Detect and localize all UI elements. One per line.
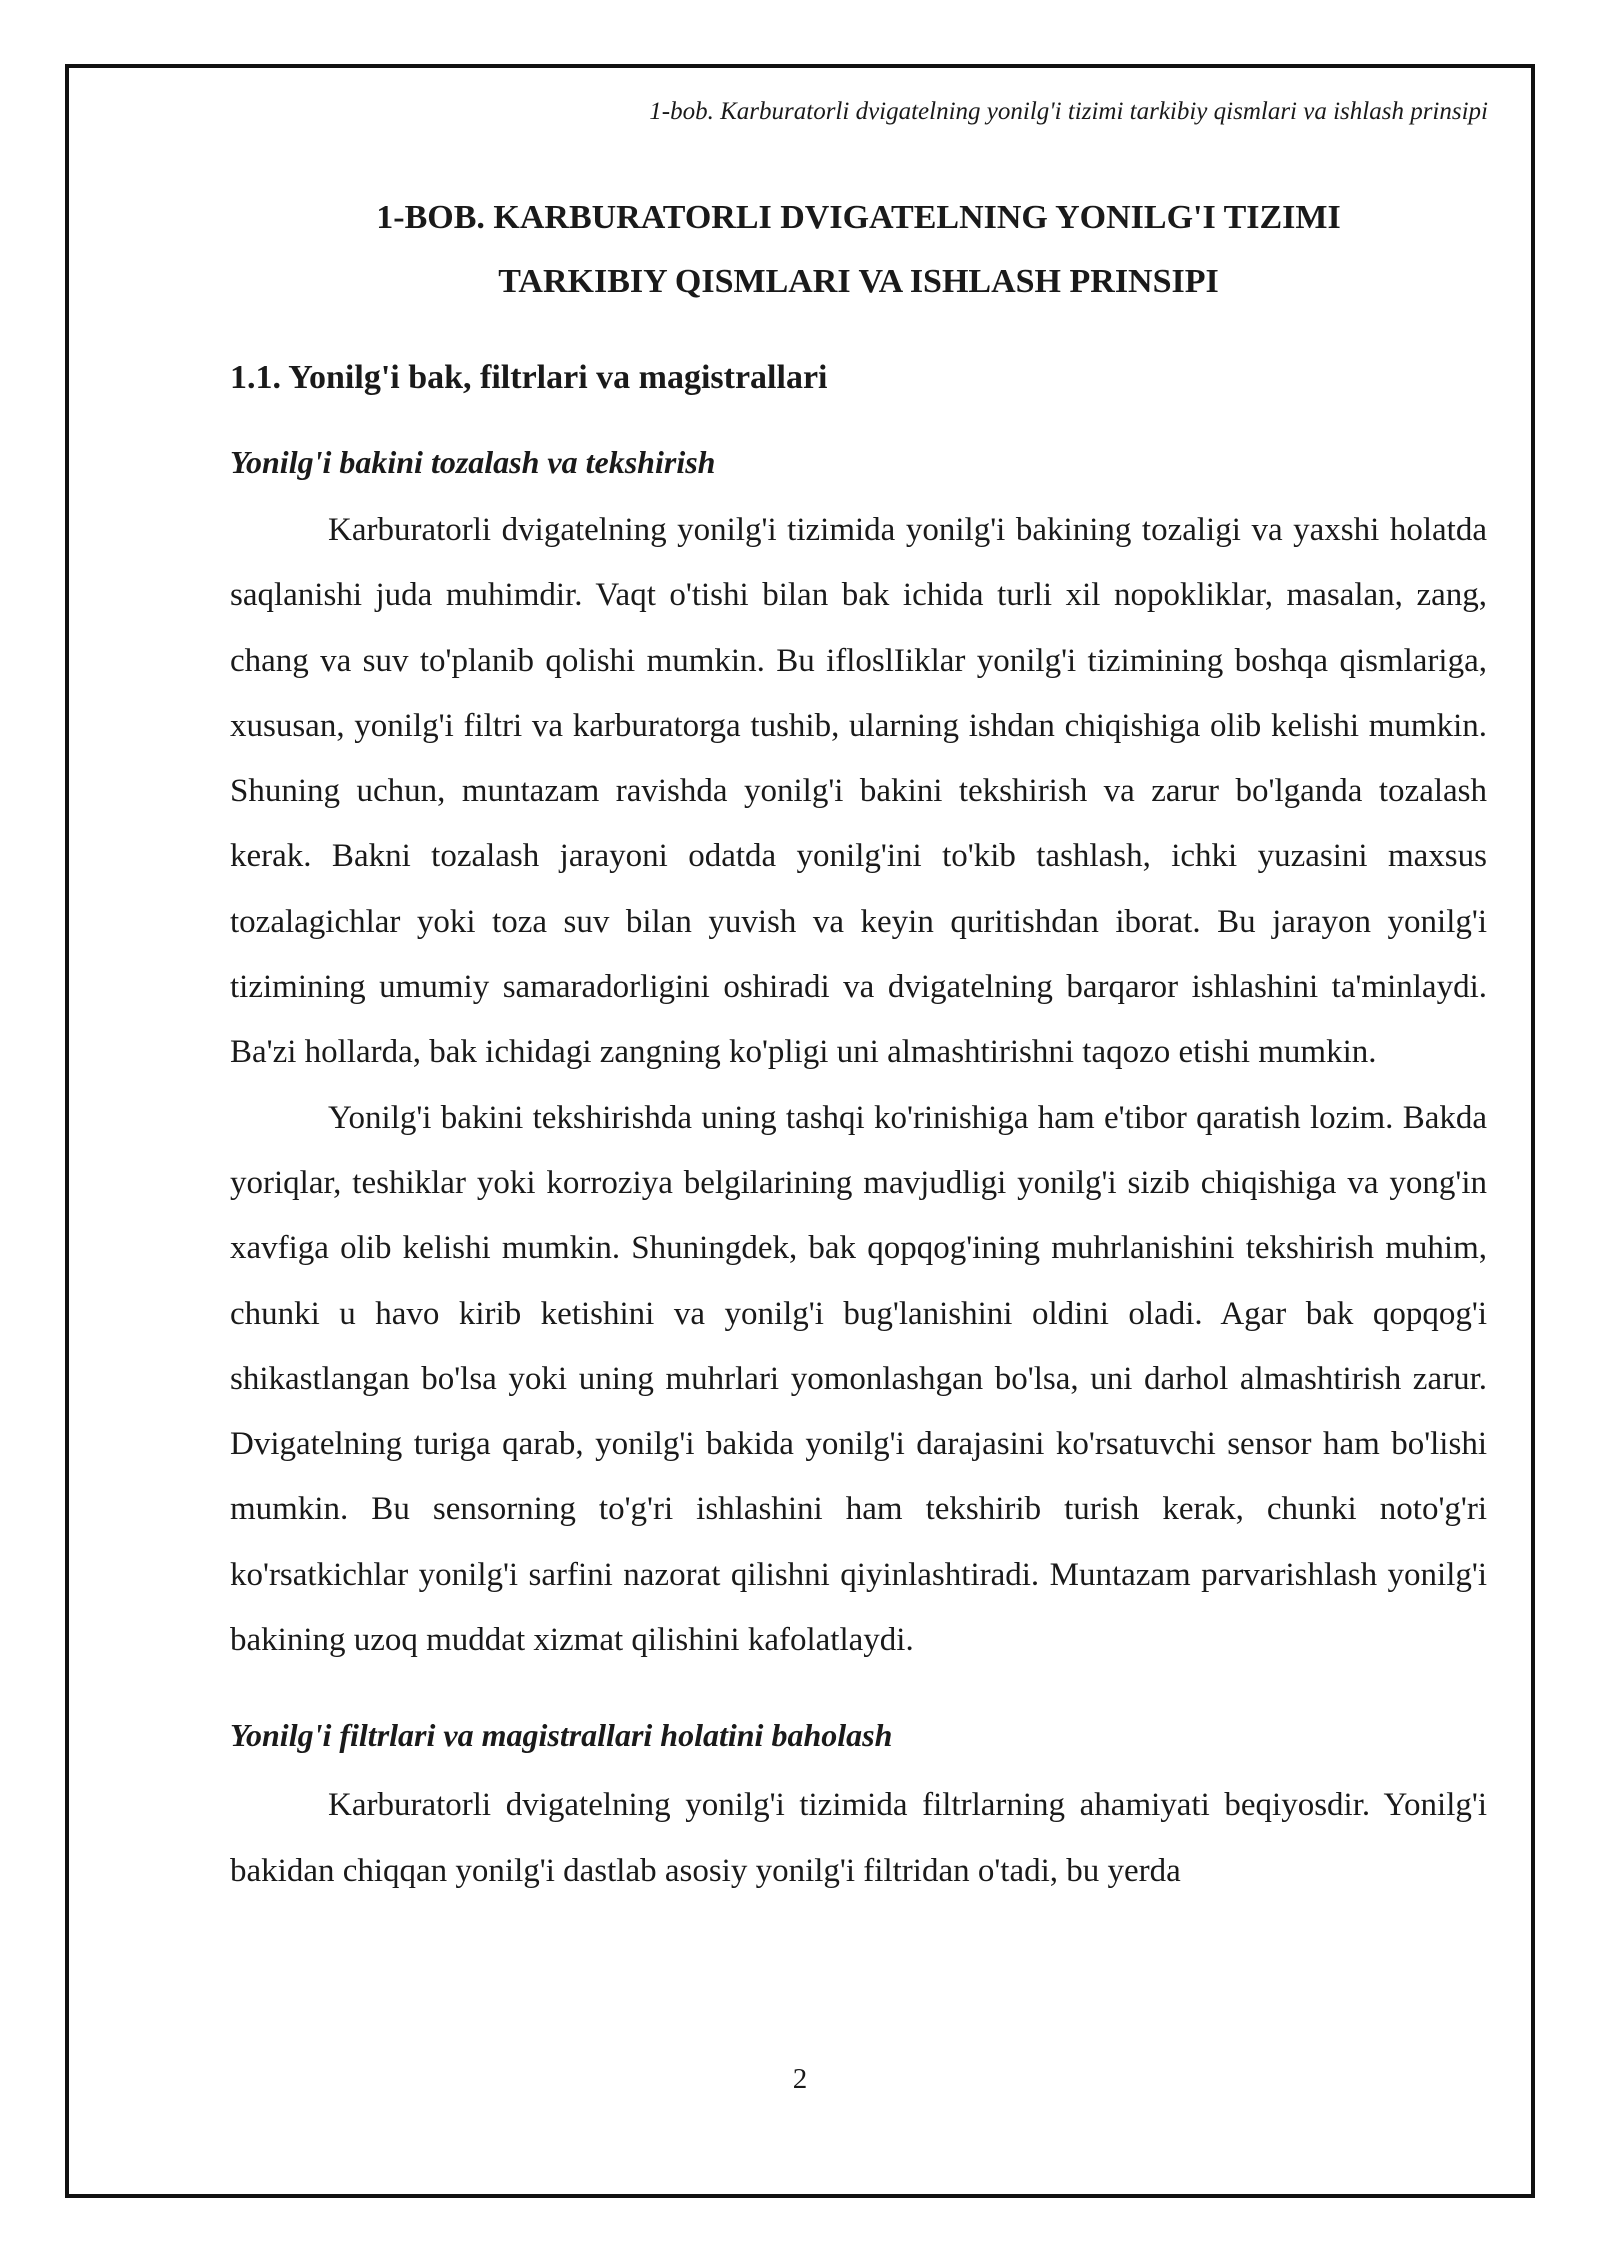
chapter-title bbox=[230, 186, 1487, 314]
subsection-1-body bbox=[230, 498, 1487, 1673]
subsection-2-body bbox=[230, 1773, 1487, 1904]
chapter-title-line-2: TARKIBIY QISMLARI VA ISHLASH PRINSIPI bbox=[498, 263, 1219, 300]
paragraph: Karburatorli dvigatelning yonilg'i tizimida filtrlarning ahamiyati beqiyosdir. Yonilg'i bakidan chiqqan yonilg'i dastlab asosiy yonilg'i filtridan o'tadi, bu yerda bbox=[230, 1787, 1487, 1889]
page-content bbox=[230, 186, 1487, 1904]
paragraph: Karburatorli dvigatelning yonilg'i tizimida yonilg'i bakining tozaligi va yaxshi holatda saqlanishi juda muhimdir. Vaqt o'tishi bilan bak ichida turli xil nopokliklar, masalan, zang, chang va suv to'planib qolishi mumkin. Bu ifloslIiklar yonilg'i tizimining boshqa qismlariga, xususan, yonilg'i filtri va karburatorga tushib, ularning ishdan chiqishiga olib kelishi mumkin. Shuning uchun, muntazam ravishda yonilg'i bakini tekshirish va zarur bo'lganda tozalash kerak. Bakni tozalash jarayoni odatda yonilg'ini to'kib tashlash, ichki yuzasini maxsus tozalagichlar yoki toza suv bilan yuvish va keyin quritishdan iborat. Bu jarayon yonilg'i tizimining umumiy samaradorligini oshiradi va dvigatelning barqaror ishlashini ta'minlaydi. Ba'zi hollarda, bak ichidagi zangning ko'pligi uni almashtirishni taqozo etishi mumkin. bbox=[230, 512, 1487, 1071]
subsection-heading-1: Yonilg'i bakini tozalash va tekshirish bbox=[230, 444, 716, 480]
chapter-title-line-1: 1-BOB. KARBURATORLI DVIGATELNING YONILG'I TIZIMI bbox=[376, 199, 1341, 236]
subsection-heading-2: Yonilg'i filtrlari va magistrallari holatini baholash bbox=[230, 1717, 893, 1754]
running-header: 1-bob. Karburatorli dvigatelning yonilg'i tizimi tarkibiy qismlari va ishlash prinsipi bbox=[649, 98, 1488, 125]
paragraph: Yonilg'i bakini tekshirishda uning tashqi ko'rinishiga ham e'tibor qaratish lozim. Bakda yoriqlar, teshiklar yoki korroziya belgilarining mavjudligi yonilg'i sizib chiqishiga va yong'in xavfiga olib kelishi mumkin. Shuningdek, bak qopqog'ining muhrlanishini tekshirish muhim, chunki u havo kirib ketishini va yonilg'i bug'lanishini oldini oladi. Agar bak qopqog'i shikastlangan bo'lsa yoki uning muhrlari yomonlashgan bo'lsa, uni darhol almashtirish zarur. Dvigatelning turiga qarab, yonilg'i bakida yonilg'i darajasini ko'rsatuvchi sensor ham bo'lishi mumkin. Bu sensorning to'g'ri ishlashini ham tekshirib turish kerak, chunki noto'g'ri ko'rsatkichlar yonilg'i sarfini nazorat qilishni qiyinlashtiradi. Muntazam parvarishlash yonilg'i bakining uzoq muddat xizmat qilishini kafolatlaydi. bbox=[230, 1099, 1487, 1659]
section-heading: 1.1. Yonilg'i bak, filtrlari va magistrallari bbox=[230, 359, 828, 396]
page-number: 2 bbox=[792, 2063, 808, 2095]
